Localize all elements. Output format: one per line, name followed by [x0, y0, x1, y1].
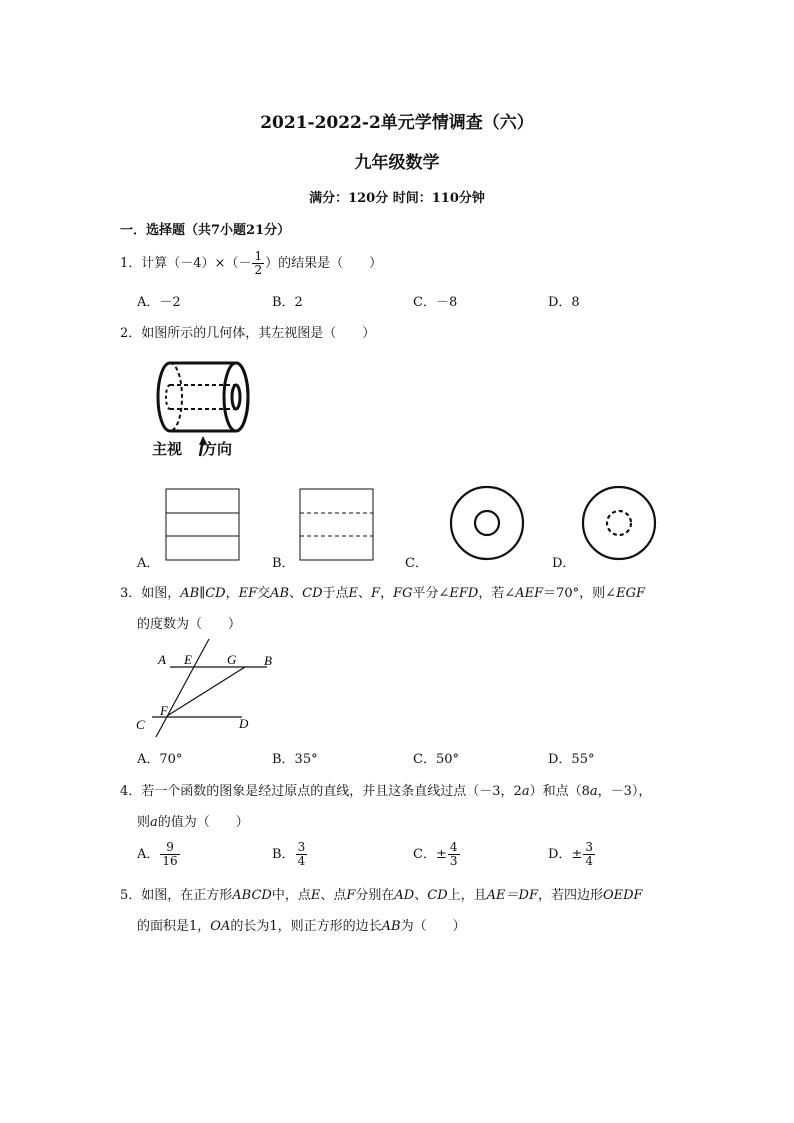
q3-text: 3．如图， — [120, 586, 181, 601]
q5-text: 分别在 — [355, 888, 395, 903]
q3-var: CD — [302, 586, 323, 601]
q5-text: 为（ ） — [400, 919, 466, 934]
q3-var: E — [348, 586, 359, 601]
q4-option-d-label: D． — [548, 847, 572, 862]
q3-var: F — [371, 586, 381, 601]
q5-var: E — [310, 888, 321, 903]
q4-text: ）和点（8 — [529, 784, 590, 799]
q4-option-c — [413, 840, 461, 870]
label-f: F — [160, 703, 168, 718]
q2-option-b-figure — [298, 487, 376, 563]
q5-text: 、 — [414, 888, 428, 903]
q3-text: 、 — [358, 586, 372, 601]
q4-option-c-label: C． — [413, 847, 436, 862]
q3-var: EF — [238, 586, 258, 601]
q3-option-d: D．55° — [548, 752, 595, 767]
q5-var: CD — [427, 888, 448, 903]
q4-option-b-fraction — [296, 841, 308, 868]
q4-option-a-label: A． — [137, 847, 160, 862]
q5-text: 上，且 — [447, 888, 487, 903]
q5-var: AD — [394, 888, 415, 903]
question-3-line1 — [120, 582, 645, 601]
exam-title: 2021-2022-2单元学情调查（六） — [260, 113, 534, 133]
question-1 — [120, 250, 382, 277]
q3-var: AEF — [515, 586, 544, 601]
q5-text: 的面积是1， — [137, 919, 211, 934]
frac-num: 4 — [449, 840, 458, 854]
q3-text: ， — [380, 586, 394, 601]
label-a: A — [158, 652, 166, 667]
q4-option-a — [137, 840, 181, 870]
q4-var-a: a — [521, 784, 530, 799]
q2-option-b-label: B． — [272, 556, 295, 571]
q5-text: ，若四边形 — [537, 888, 603, 903]
q2-option-c-figure — [448, 484, 526, 562]
q2-option-a-label: A． — [137, 556, 160, 571]
q3-text: ＝70°，则∠ — [543, 586, 617, 601]
q1-pre: 1．计算（－4）×（ — [120, 256, 239, 271]
q3-text: 、 — [289, 586, 303, 601]
q1-frac-num: 1 — [254, 249, 263, 263]
q3-option-a: A．70° — [137, 752, 183, 767]
q3-text: ，若∠ — [478, 586, 516, 601]
frac-den: 4 — [585, 854, 593, 868]
question-5-line2 — [137, 915, 466, 934]
q5-text: 、点 — [320, 888, 347, 903]
q5-var: F — [346, 888, 356, 903]
q3-option-b: B．35° — [272, 752, 318, 767]
label-d: D — [239, 716, 249, 731]
q4-text: 4．若一个函数的图象是经过原点的直线，并且这条直线过点（－3，2 — [120, 784, 522, 799]
q4-option-b-label: B． — [272, 847, 295, 862]
section-heading: 一．选择题（共7小题21分） — [120, 223, 291, 238]
frac-den: 16 — [162, 854, 178, 868]
exam-subject: 九年级数学 — [354, 153, 440, 173]
q1-fraction — [252, 250, 264, 277]
exam-meta: 满分：120分 时间：110分钟 — [309, 191, 485, 206]
q3-var: EGF — [616, 586, 645, 601]
q4-text: 的值为（ ） — [157, 815, 249, 830]
q4-option-d-sign: ± — [571, 847, 583, 862]
q2-option-d-figure — [580, 484, 658, 562]
q5-var: OA — [210, 919, 231, 934]
q2-option-d-label: D． — [552, 556, 576, 571]
q1-option-b: B．2 — [272, 295, 303, 310]
q4-option-d-fraction — [583, 841, 595, 868]
frac-num: 3 — [585, 840, 593, 854]
q4-text: ，－3）， — [597, 784, 652, 799]
q5-var: AE＝DF — [486, 888, 538, 903]
q3-option-c: C．50° — [413, 752, 459, 767]
q3-text: 于点 — [322, 586, 349, 601]
line-fg — [167, 667, 245, 716]
q1-option-d: D．8 — [548, 295, 580, 310]
question-5-line1 — [120, 884, 643, 903]
question-4-line1 — [120, 780, 651, 799]
q1-post: ）的结果是（ ） — [265, 256, 383, 271]
q3-text: 交 — [257, 586, 271, 601]
q5-text: 的长为1，则正方形的边长 — [230, 919, 382, 934]
q3-var: AB∥CD — [180, 586, 226, 601]
question-4-line2 — [137, 811, 249, 830]
q2-option-c-label: C． — [405, 556, 428, 571]
label-c: C — [136, 717, 145, 732]
q4-option-a-fraction — [160, 841, 179, 868]
q5-var: AB — [381, 919, 401, 934]
label-g: G — [227, 652, 237, 667]
label-b: B — [264, 653, 272, 668]
q1-frac-sign: － — [238, 256, 252, 271]
frac-num: 3 — [297, 840, 306, 854]
q3-var: EFD — [449, 586, 479, 601]
label-e: E — [184, 652, 192, 667]
q4-option-c-sign: ± — [435, 847, 447, 862]
q4-option-c-fraction — [448, 841, 460, 868]
frac-den: 3 — [449, 854, 458, 868]
question-2: 2．如图所示的几何体，其左视图是（ ） — [120, 326, 376, 341]
frac-num: 9 — [160, 841, 179, 855]
q2-option-a-figure — [164, 487, 242, 563]
q3-var: FG — [393, 586, 413, 601]
q4-option-b — [272, 840, 308, 870]
q5-var: OEDF — [602, 888, 643, 903]
q5-text: 5．如图，在正方形 — [120, 888, 233, 903]
q3-text: 平分∠ — [412, 586, 450, 601]
q4-option-d — [548, 840, 596, 870]
frac-den: 4 — [297, 854, 306, 868]
question-3-line2: 的度数为（ ） — [137, 617, 242, 632]
q4-var-a: a — [150, 815, 158, 830]
q1-option-a: A．－2 — [137, 295, 181, 310]
q4-var-a: a — [589, 784, 598, 799]
q3-geometry-figure — [130, 636, 290, 740]
q3-text: ， — [225, 586, 239, 601]
q2-caption-direction: 方向 — [202, 440, 233, 458]
q3-var: AB — [270, 586, 290, 601]
q2-caption-main: 主视 — [152, 440, 183, 458]
q1-frac-den: 2 — [254, 263, 263, 277]
q1-option-c: C．－8 — [413, 295, 458, 310]
q5-text: 中，点 — [271, 888, 311, 903]
q4-text: 则 — [137, 815, 151, 830]
q5-var: ABCD — [232, 888, 272, 903]
